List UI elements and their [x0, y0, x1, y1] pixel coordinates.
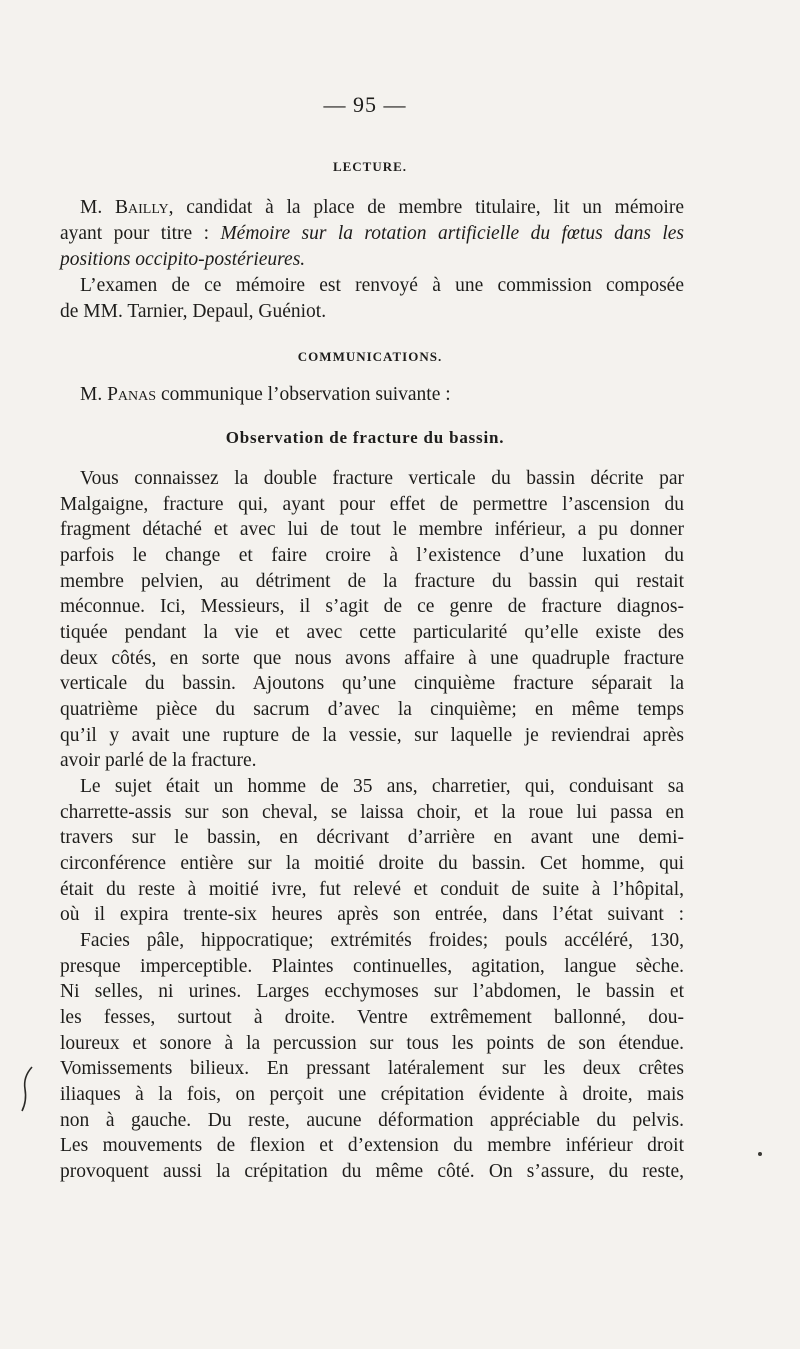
body-line: charrette-assis sur son cheval, se laissa choir, et la roue lui passa en — [60, 801, 684, 823]
body-line: quatrième pièce du sacrum d’avec la cinquième; en même temps — [60, 699, 684, 721]
body-line: Facies pâle, hippocratique; extrémités froides; pouls accéléré, 130, — [80, 930, 684, 952]
body-line: les fesses, surtout à droite. Ventre extrêmement ballonné, dou- — [60, 1007, 684, 1029]
body-line: Malgaigne, fracture qui, ayant pour effet de permettre l’ascension du — [60, 493, 684, 515]
lecture-line-1 — [80, 195, 684, 221]
lecture-line-1-rest: , candidat à la place de membre titulaire, lit un mémoire — [168, 197, 684, 218]
author-panas: M. Panas — [80, 384, 157, 405]
body-line: membre pelvien, au détriment de la fracture du bassin qui restait — [60, 570, 684, 592]
body-line: parfois le change et faire croire à l’existence d’une luxation du — [60, 545, 684, 566]
body-line: provoquent aussi la crépitation du même côté. On s’assure, du reste, — [60, 1161, 684, 1183]
author-bailly: M. Bailly — [80, 197, 169, 218]
body-line: Le sujet était un homme de 35 ans, charretier, qui, conduisant sa — [80, 776, 684, 798]
body-line: Vous connaissez la double fracture verticale du bassin décrite par — [80, 468, 684, 489]
body-line: où il expira trente-six heures après son entrée, dans l’état suivant : — [60, 904, 684, 926]
observation-title: Observation de fracture du bassin. — [225, 428, 505, 447]
memoire-title-part2: positions occipito-postérieures. — [60, 249, 306, 270]
body-line: iliaques à la fois, on perçoit une crépitation évidente à droite, mais — [60, 1084, 684, 1106]
margin-bracket-mark — [20, 1065, 34, 1113]
body-line: qu’il y avait une rupture de la vessie, sur laquelle je reviendrai après — [60, 724, 684, 746]
lecture-line-2 — [60, 221, 684, 247]
body-line: circonférence entière sur la moitié droite du bassin. Cet homme, qui — [60, 853, 684, 875]
section-heading-lecture: LECTURE. — [332, 159, 408, 174]
body-line: fragment détaché et avec lui de tout le membre inférieur, a pu donner — [60, 519, 684, 541]
lecture-line-3 — [60, 247, 684, 273]
communication-rest: communique l’observation suivante : — [156, 384, 451, 405]
body-line: Vomissements bilieux. En pressant latéralement sur les deux crêtes — [60, 1058, 684, 1080]
body-line: était du reste à moitié ivre, fut relevé et conduit de suite à l’hôpital, — [60, 878, 684, 900]
section-heading-communications: COMMUNICATIONS. — [297, 349, 443, 364]
body-line: avoir parlé de la fracture. — [60, 750, 257, 772]
body-line: Les mouvements de flexion et d’extension du membre inférieur droit — [60, 1135, 684, 1157]
lecture-line-5: de MM. Tarnier, Depaul, Guéniot. — [60, 301, 327, 322]
body-line: non à gauche. Du reste, aucune déformation appréciable du pelvis. — [60, 1109, 684, 1131]
ink-dot — [758, 1152, 762, 1156]
memoire-title-part1: Mémoire sur la rotation artificielle du fœtus dans les — [220, 223, 684, 244]
body-line: Ni selles, ni urines. Larges ecchymoses sur l’abdomen, le bassin et — [60, 981, 684, 1003]
body-line: presque imperceptible. Plaintes continuelles, agitation, langue sèche. — [60, 955, 684, 977]
lecture-line-4: L’examen de ce mémoire est renvoyé à une commission composée — [80, 275, 684, 296]
body-line: travers sur le bassin, en décrivant d’arrière en avant une demi- — [60, 827, 684, 849]
body-line: loureux et sonore à la percussion sur tous les points de son étendue. — [60, 1032, 684, 1054]
lecture-line-2-start: ayant pour titre : — [60, 223, 221, 244]
body-line: méconnue. Ici, Messieurs, il s’agit de ce genre de fracture diagnos- — [60, 596, 684, 618]
body-line: tiquée pendant la vie et avec cette particularité qu’elle existe des — [60, 622, 684, 644]
body-line: deux côtés, en sorte que nous avons affaire à une quadruple fracture — [60, 647, 684, 669]
communication-line — [80, 382, 704, 408]
page-number: — 95 — — [323, 92, 407, 117]
body-line: verticale du bassin. Ajoutons qu’une cinquième fracture séparait la — [60, 673, 684, 695]
